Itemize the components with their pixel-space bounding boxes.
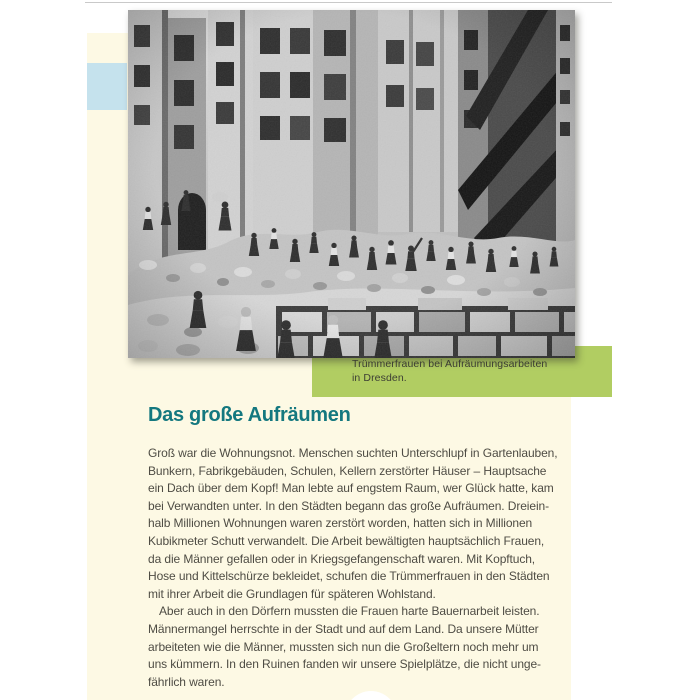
top-rule [85,2,612,3]
text-line: Männermangel herrschte in der Stadt und auf dem Land. Da unsere Mütter [148,621,539,636]
text-line: arbeiteten wie die Männer, mussten sich nun die Großeltern noch mehr um [148,639,539,654]
text-line: Aber auch in den Dörfern mussten die Frauen harte Bauernarbeit leisten. [159,604,540,619]
text-line: Hose und Kittelschürze bekleidet, schufen die Trümmerfrauen in den Städten [148,569,550,584]
caption-line-1: Trümmerfrauen bei Aufräumungsarbeiten [352,358,548,370]
photo-caption [352,358,547,385]
text-line: uns kümmern. In den Ruinen fanden wir unsere Spielplätze, die nicht unge- [148,657,541,672]
text-line: Bunkern, Fabrikgebäuden, Schulen, Kellern zerstörter Häuser – Hauptsache [148,463,547,478]
article-heading: Das große Aufräumen [148,404,351,426]
article [148,404,558,691]
text-line: Groß war die Wohnungsnot. Menschen suchten Unterschlupf in Gartenlauben, [148,446,558,460]
text-line: da die Männer gefallen oder in Kriegsgefangenschaft waren. Mit Kopftuch, [148,551,536,566]
ruins-photo-illustration [128,10,575,358]
caption-line-2: in Dresden. [352,371,407,384]
text-line: halb Millionen Wohnungen waren zerstört worden, hatten sich in Millionen [148,516,533,531]
article-body [148,445,558,691]
blue-accent-square [87,63,127,110]
text-line: ein Dach über dem Kopf! Man lebte auf engstem Raum, wer Glück hatte, kam [148,481,554,496]
text-line: mit ihrer Arbeit die Grundlagen für späteren Wohlstand. [148,586,436,601]
page-number-bubble [345,691,397,700]
photo-truemmerfrauen [128,10,575,358]
text-line: Kubikmeter Schutt verwandelt. Die Arbeit bewältigten hauptsächlich Frauen, [148,533,545,548]
text-line: fährlich waren. [148,674,225,689]
text-line: bei Verwandten unter. In den Städten begann das große Aufräumen. Dreiein- [148,498,549,513]
